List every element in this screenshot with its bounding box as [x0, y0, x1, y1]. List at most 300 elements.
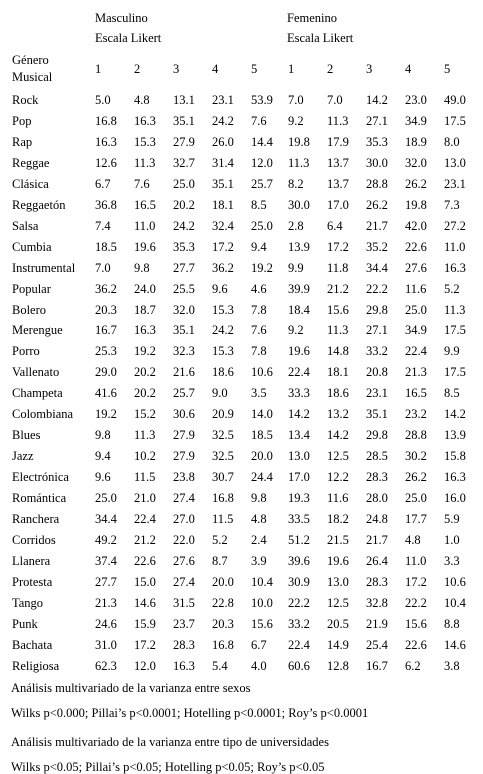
masculino-value: 32.4 — [212, 219, 234, 233]
femenino-value: 21.7 — [366, 219, 388, 233]
genre-name: Merengue — [12, 323, 63, 337]
femenino-value: 21.7 — [366, 533, 388, 547]
masculino-value: 9.4 — [95, 449, 111, 463]
femenino-value: 11.3 — [327, 323, 349, 337]
masculino-value: 27.7 — [95, 575, 117, 589]
femenino-value: 19.6 — [327, 554, 349, 568]
likert-level-m: 3 — [173, 62, 180, 76]
femenino-value: 13.4 — [288, 428, 310, 442]
femenino-value: 3.3 — [444, 554, 460, 568]
genre-name: Cumbia — [12, 240, 52, 254]
femenino-value: 14.2 — [327, 428, 349, 442]
masculino-value: 5.0 — [95, 93, 111, 107]
femenino-value: 34.9 — [405, 323, 427, 337]
masculino-value: 4.6 — [251, 282, 267, 296]
masculino-value: 29.0 — [95, 365, 117, 379]
masculino-value: 35.3 — [173, 240, 195, 254]
masculino-value: 5.2 — [212, 533, 228, 547]
femenino-value: 25.0 — [405, 303, 427, 317]
genre-name: Blues — [12, 428, 41, 442]
masculino-value: 19.2 — [134, 344, 156, 358]
masculino-value: 25.3 — [95, 344, 117, 358]
masculino-value: 9.4 — [251, 240, 267, 254]
genre-name: Electrónica — [12, 470, 69, 484]
femenino-value: 13.2 — [327, 407, 349, 421]
masculino-value: 21.6 — [173, 365, 195, 379]
masculino-value: 3.5 — [251, 386, 267, 400]
likert-level-f: 4 — [405, 62, 412, 76]
masculino-value: 24.2 — [212, 114, 234, 128]
masculino-value: 21.0 — [134, 491, 156, 505]
femenino-value: 22.2 — [405, 596, 427, 610]
masculino-value: 25.0 — [173, 177, 195, 191]
femenino-value: 23.0 — [405, 93, 427, 107]
masculino-value: 15.2 — [134, 407, 156, 421]
femenino-value: 4.8 — [405, 533, 421, 547]
masculino-value: 17.2 — [212, 240, 234, 254]
likert-level-f: 3 — [366, 62, 373, 76]
masculino-value: 5.4 — [212, 659, 228, 673]
femenino-value: 20.8 — [366, 365, 388, 379]
masculino-value: 21.3 — [95, 596, 117, 610]
femenino-value: 9.2 — [288, 114, 304, 128]
genre-name: Salsa — [12, 219, 39, 233]
masculino-value: 27.0 — [173, 512, 195, 526]
masculino-value: 15.3 — [212, 344, 234, 358]
masculino-value: 32.5 — [212, 449, 234, 463]
masculino-value: 35.1 — [173, 114, 195, 128]
masculino-value: 23.1 — [212, 93, 234, 107]
masculino-value: 19.2 — [251, 261, 273, 275]
femenino-value: 28.0 — [366, 491, 388, 505]
masculino-value: 20.9 — [212, 407, 234, 421]
femenino-value: 26.2 — [405, 177, 427, 191]
femenino-value: 17.7 — [405, 512, 427, 526]
femenino-value: 22.4 — [405, 344, 427, 358]
masculino-value: 10.6 — [251, 365, 273, 379]
femenino-value: 35.2 — [366, 240, 388, 254]
masculino-value: 30.6 — [173, 407, 195, 421]
masculino-value: 7.8 — [251, 344, 267, 358]
femenino-value: 13.9 — [444, 428, 466, 442]
femenino-value: 16.3 — [444, 261, 466, 275]
femenino-value: 32.0 — [405, 156, 427, 170]
femenino-value: 30.9 — [288, 575, 310, 589]
masculino-value: 32.0 — [173, 303, 195, 317]
escala-likert-femenino: Escala Likert — [287, 31, 354, 45]
masculino-value: 16.5 — [134, 198, 156, 212]
femenino-value: 26.4 — [366, 554, 388, 568]
femenino-value: 22.4 — [288, 365, 310, 379]
femenino-value: 11.0 — [405, 554, 427, 568]
masculino-value: 16.8 — [212, 491, 234, 505]
femenino-value: 23.2 — [405, 407, 427, 421]
masculino-value: 32.3 — [173, 344, 195, 358]
masculino-value: 35.1 — [173, 323, 195, 337]
masculino-value: 16.8 — [212, 638, 234, 652]
masculino-value: 62.3 — [95, 659, 117, 673]
femenino-value: 6.2 — [405, 659, 421, 673]
femenino-value: 11.3 — [288, 156, 310, 170]
masculino-value: 32.7 — [173, 156, 195, 170]
masculino-value: 20.3 — [95, 303, 117, 317]
masculino-value: 20.3 — [212, 617, 234, 631]
femenino-value: 17.5 — [444, 323, 466, 337]
masculino-value: 24.6 — [95, 617, 117, 631]
femenino-value: 11.0 — [444, 240, 466, 254]
masculino-value: 6.7 — [251, 638, 267, 652]
genre-name: Ranchera — [12, 512, 60, 526]
masculino-value: 11.0 — [134, 219, 156, 233]
femenino-value: 21.3 — [405, 365, 427, 379]
masculino-value: 18.7 — [134, 303, 156, 317]
masculino-value: 10.2 — [134, 449, 156, 463]
femenino-value: 10.4 — [444, 596, 466, 610]
genre-name: Bolero — [12, 303, 47, 317]
femenino-value: 11.3 — [327, 114, 349, 128]
femenino-value: 18.9 — [405, 135, 427, 149]
masculino-value: 11.3 — [134, 428, 156, 442]
masculino-value: 9.6 — [95, 470, 111, 484]
femenino-value: 35.3 — [366, 135, 388, 149]
masculino-value: 16.3 — [134, 323, 156, 337]
likert-level-m: 5 — [251, 62, 258, 76]
masculino-value: 20.2 — [173, 198, 195, 212]
genre-name: Llanera — [12, 554, 51, 568]
femenino-value: 18.1 — [327, 365, 349, 379]
masculino-value: 18.5 — [251, 428, 273, 442]
masculino-value: 24.2 — [173, 219, 195, 233]
femenino-value: 7.0 — [327, 93, 343, 107]
femenino-value: 6.4 — [327, 219, 343, 233]
femenino-value: 28.8 — [366, 177, 388, 191]
femenino-value: 14.2 — [288, 407, 310, 421]
masculino-value: 21.2 — [134, 533, 156, 547]
masculino-header: Masculino — [95, 11, 148, 25]
femenino-value: 5.9 — [444, 512, 460, 526]
femenino-value: 15.8 — [444, 449, 466, 463]
masculino-value: 15.3 — [134, 135, 156, 149]
masculino-value: 19.6 — [134, 240, 156, 254]
femenino-value: 18.4 — [288, 303, 310, 317]
masculino-value: 7.0 — [95, 261, 111, 275]
femenino-value: 17.9 — [327, 135, 349, 149]
masculino-value: 16.3 — [95, 135, 117, 149]
femenino-value: 13.0 — [444, 156, 466, 170]
masculino-value: 27.4 — [173, 491, 195, 505]
femenino-value: 28.5 — [366, 449, 388, 463]
masculino-value: 18.5 — [95, 240, 117, 254]
masculino-value: 23.8 — [173, 470, 195, 484]
femenino-value: 1.0 — [444, 533, 460, 547]
femenino-value: 21.9 — [366, 617, 388, 631]
masculino-value: 27.4 — [173, 575, 195, 589]
masculino-value: 53.9 — [251, 93, 273, 107]
femenino-value: 42.0 — [405, 219, 427, 233]
masculino-value: 18.6 — [212, 365, 234, 379]
femenino-value: 22.6 — [405, 240, 427, 254]
femenino-value: 29.8 — [366, 428, 388, 442]
femenino-value: 30.2 — [405, 449, 427, 463]
escala-likert-masculino: Escala Likert — [95, 31, 162, 45]
genre-name: Reggaetón — [12, 198, 66, 212]
genre-name: Popular — [12, 282, 51, 296]
femenino-value: 14.2 — [366, 93, 388, 107]
genre-name: Clásica — [12, 177, 49, 191]
femenino-value: 19.6 — [288, 344, 310, 358]
femenino-value: 23.1 — [366, 386, 388, 400]
femenino-value: 33.3 — [288, 386, 310, 400]
femenino-value: 13.0 — [288, 449, 310, 463]
femenino-value: 26.2 — [405, 470, 427, 484]
femenino-header: Femenino — [287, 11, 337, 25]
femenino-value: 11.6 — [405, 282, 427, 296]
femenino-value: 17.5 — [444, 365, 466, 379]
masculino-value: 14.0 — [251, 407, 273, 421]
femenino-value: 17.0 — [288, 470, 310, 484]
femenino-value: 9.2 — [288, 323, 304, 337]
masculino-value: 15.9 — [134, 617, 156, 631]
femenino-value: 22.2 — [288, 596, 310, 610]
genre-name: Rock — [12, 93, 39, 107]
masculino-value: 16.3 — [173, 659, 195, 673]
masculino-value: 11.5 — [212, 512, 234, 526]
masculino-value: 18.1 — [212, 198, 234, 212]
masculino-value: 20.0 — [251, 449, 273, 463]
femenino-value: 12.2 — [327, 470, 349, 484]
genre-name: Punk — [12, 617, 38, 631]
genre-name: Colombiana — [12, 407, 74, 421]
femenino-value: 12.5 — [327, 596, 349, 610]
femenino-value: 18.6 — [327, 386, 349, 400]
femenino-value: 13.0 — [327, 575, 349, 589]
femenino-value: 27.6 — [405, 261, 427, 275]
femenino-value: 9.9 — [288, 261, 304, 275]
masculino-value: 9.8 — [251, 491, 267, 505]
femenino-value: 15.6 — [327, 303, 349, 317]
masculino-value: 7.4 — [95, 219, 111, 233]
masculino-value: 10.0 — [251, 596, 273, 610]
musical-label: Musical — [12, 70, 53, 84]
masculino-value: 37.4 — [95, 554, 117, 568]
femenino-value: 13.7 — [327, 177, 349, 191]
femenino-value: 28.3 — [366, 470, 388, 484]
masculino-value: 7.6 — [251, 323, 267, 337]
manova-universidades-stats: Wilks p<0.05; Pillai’s p<0.05; Hotelling p<0.05; Roy’s p<0.05 — [11, 760, 325, 774]
masculino-value: 10.4 — [251, 575, 273, 589]
masculino-value: 36.2 — [212, 261, 234, 275]
masculino-value: 28.3 — [173, 638, 195, 652]
masculino-value: 27.9 — [173, 135, 195, 149]
femenino-value: 14.8 — [327, 344, 349, 358]
femenino-value: 16.7 — [366, 659, 388, 673]
masculino-value: 4.8 — [134, 93, 150, 107]
masculino-value: 14.6 — [134, 596, 156, 610]
masculino-value: 20.0 — [212, 575, 234, 589]
femenino-value: 60.6 — [288, 659, 310, 673]
femenino-value: 5.2 — [444, 282, 460, 296]
masculino-value: 31.0 — [95, 638, 117, 652]
manova-sexos-title: Análisis multivariado de la varianza entre sexos — [11, 681, 251, 695]
masculino-value: 12.0 — [134, 659, 156, 673]
masculino-value: 19.2 — [95, 407, 117, 421]
masculino-value: 25.5 — [173, 282, 195, 296]
femenino-value: 22.4 — [288, 638, 310, 652]
genre-name: Romántica — [12, 491, 67, 505]
femenino-value: 14.6 — [444, 638, 466, 652]
masculino-value: 6.7 — [95, 177, 111, 191]
masculino-value: 4.0 — [251, 659, 267, 673]
femenino-value: 22.2 — [366, 282, 388, 296]
manova-universidades-title: Análisis multivariado de la varianza entre tipo de universidades — [11, 735, 329, 749]
femenino-value: 17.2 — [327, 240, 349, 254]
femenino-value: 35.1 — [366, 407, 388, 421]
femenino-value: 13.9 — [288, 240, 310, 254]
masculino-value: 22.8 — [212, 596, 234, 610]
masculino-value: 11.3 — [134, 156, 156, 170]
femenino-value: 11.3 — [444, 303, 466, 317]
masculino-value: 36.2 — [95, 282, 117, 296]
masculino-value: 23.7 — [173, 617, 195, 631]
femenino-value: 12.8 — [327, 659, 349, 673]
femenino-value: 29.8 — [366, 303, 388, 317]
masculino-value: 20.2 — [134, 365, 156, 379]
masculino-value: 22.4 — [134, 512, 156, 526]
femenino-value: 21.5 — [327, 533, 349, 547]
masculino-value: 27.7 — [173, 261, 195, 275]
masculino-value: 11.5 — [134, 470, 156, 484]
genre-name: Tango — [12, 596, 44, 610]
genre-name: Porro — [12, 344, 40, 358]
femenino-value: 33.5 — [288, 512, 310, 526]
genre-name: Rap — [12, 135, 33, 149]
femenino-value: 16.3 — [444, 470, 466, 484]
femenino-value: 33.2 — [288, 617, 310, 631]
masculino-value: 16.8 — [95, 114, 117, 128]
masculino-value: 15.6 — [251, 617, 273, 631]
likert-level-m: 1 — [95, 62, 102, 76]
femenino-value: 32.8 — [366, 596, 388, 610]
masculino-value: 7.6 — [251, 114, 267, 128]
femenino-value: 16.0 — [444, 491, 466, 505]
femenino-value: 23.1 — [444, 177, 466, 191]
masculino-value: 31.5 — [173, 596, 195, 610]
manova-sexos-stats: Wilks p<0.000; Pillai’s p<0.0001; Hotelling p<0.0001; Roy’s p<0.0001 — [11, 706, 369, 720]
femenino-value: 27.2 — [444, 219, 466, 233]
femenino-value: 8.8 — [444, 617, 460, 631]
masculino-value: 7.8 — [251, 303, 267, 317]
genre-name: Religiosa — [12, 659, 60, 673]
femenino-value: 17.0 — [327, 198, 349, 212]
masculino-value: 25.7 — [173, 386, 195, 400]
femenino-value: 25.0 — [405, 491, 427, 505]
likert-level-m: 2 — [134, 62, 141, 76]
masculino-value: 25.0 — [95, 491, 117, 505]
genre-name: Bachata — [12, 638, 53, 652]
femenino-value: 39.9 — [288, 282, 310, 296]
masculino-value: 2.4 — [251, 533, 267, 547]
femenino-value: 3.8 — [444, 659, 460, 673]
femenino-value: 21.2 — [327, 282, 349, 296]
masculino-value: 30.7 — [212, 470, 234, 484]
femenino-value: 17.2 — [405, 575, 427, 589]
genre-name: Protesta — [12, 575, 53, 589]
genre-name: Pop — [12, 114, 32, 128]
masculino-value: 24.0 — [134, 282, 156, 296]
masculino-value: 24.2 — [212, 323, 234, 337]
masculino-value: 49.2 — [95, 533, 117, 547]
masculino-value: 13.1 — [173, 93, 195, 107]
femenino-value: 10.6 — [444, 575, 466, 589]
femenino-value: 28.8 — [405, 428, 427, 442]
femenino-value: 26.2 — [366, 198, 388, 212]
masculino-value: 35.1 — [212, 177, 234, 191]
masculino-value: 9.6 — [212, 282, 228, 296]
femenino-value: 39.6 — [288, 554, 310, 568]
masculino-value: 7.6 — [134, 177, 150, 191]
femenino-value: 19.8 — [288, 135, 310, 149]
masculino-value: 15.0 — [134, 575, 156, 589]
likert-level-f: 5 — [444, 62, 451, 76]
masculino-value: 16.7 — [95, 323, 117, 337]
masculino-value: 8.5 — [251, 198, 267, 212]
femenino-value: 28.3 — [366, 575, 388, 589]
femenino-value: 25.4 — [366, 638, 388, 652]
masculino-value: 16.3 — [134, 114, 156, 128]
femenino-value: 8.5 — [444, 386, 460, 400]
femenino-value: 19.8 — [405, 198, 427, 212]
femenino-value: 27.1 — [366, 323, 388, 337]
masculino-value: 15.3 — [212, 303, 234, 317]
masculino-value: 8.7 — [212, 554, 228, 568]
femenino-value: 17.5 — [444, 114, 466, 128]
masculino-value: 9.8 — [95, 428, 111, 442]
femenino-value: 12.5 — [327, 449, 349, 463]
likert-level-f: 1 — [288, 62, 295, 76]
masculino-value: 14.4 — [251, 135, 273, 149]
femenino-value: 19.3 — [288, 491, 310, 505]
femenino-value: 8.2 — [288, 177, 304, 191]
masculino-value: 27.9 — [173, 449, 195, 463]
masculino-value: 9.8 — [134, 261, 150, 275]
genre-name: Champeta — [12, 386, 63, 400]
femenino-value: 49.0 — [444, 93, 466, 107]
femenino-value: 7.3 — [444, 198, 460, 212]
femenino-value: 51.2 — [288, 533, 310, 547]
femenino-value: 11.6 — [327, 491, 349, 505]
masculino-value: 3.9 — [251, 554, 267, 568]
femenino-value: 14.9 — [327, 638, 349, 652]
masculino-value: 12.0 — [251, 156, 273, 170]
femenino-value: 14.2 — [444, 407, 466, 421]
masculino-value: 9.0 — [212, 386, 228, 400]
femenino-value: 30.0 — [366, 156, 388, 170]
femenino-value: 8.0 — [444, 135, 460, 149]
genre-name: Jazz — [12, 449, 34, 463]
femenino-value: 18.2 — [327, 512, 349, 526]
femenino-value: 22.6 — [405, 638, 427, 652]
masculino-value: 27.9 — [173, 428, 195, 442]
femenino-value: 24.8 — [366, 512, 388, 526]
masculino-value: 27.6 — [173, 554, 195, 568]
likert-level-m: 4 — [212, 62, 219, 76]
masculino-value: 41.6 — [95, 386, 117, 400]
masculino-value: 26.0 — [212, 135, 234, 149]
genre-name: Corridos — [12, 533, 56, 547]
masculino-value: 36.8 — [95, 198, 117, 212]
masculino-value: 22.6 — [134, 554, 156, 568]
masculino-value: 31.4 — [212, 156, 234, 170]
